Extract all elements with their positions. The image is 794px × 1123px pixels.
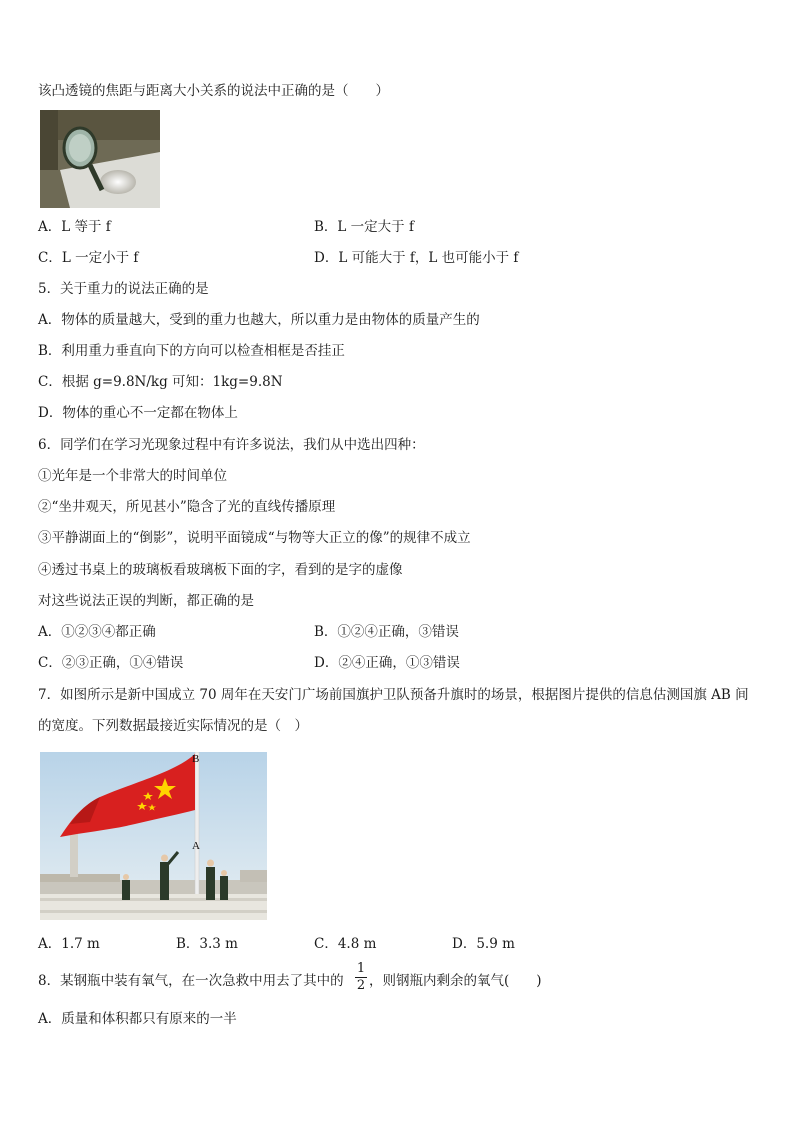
q6-statement-3: ③平静湖面上的“倒影”，说明平面镜成“与物等大正立的像”的规律不成立 <box>38 530 471 546</box>
q4-option-c: C．L 一定小于 f <box>38 250 139 266</box>
q6-statement-1: ①光年是一个非常大的时间单位 <box>38 468 227 484</box>
q5-option-c: C．根据 g=9.8N/kg 可知：1kg=9.8N <box>38 374 283 390</box>
q4-option-d: D．L 可能大于 f，L 也可能小于 f <box>314 250 519 266</box>
q8-fraction-denominator: 2 <box>356 978 366 993</box>
q6-option-d: D．②④正确，①③错误 <box>314 655 460 671</box>
q6-option-c: C．②③正确，①④错误 <box>38 655 184 671</box>
q6-statement-2: ②“坐井观天，所见甚小”隐含了光的直线传播原理 <box>38 499 336 515</box>
q5-option-d: D．物体的重心不一定都在物体上 <box>38 405 238 421</box>
q7-option-a: A．1.7 m <box>38 936 100 952</box>
q7-option-b: B．3.3 m <box>176 936 238 952</box>
q6-stem: 6．同学们在学习光现象过程中有许多说法，我们从中选出四种： <box>38 437 425 453</box>
q4-option-b: B．L 一定大于 f <box>314 219 414 235</box>
q5-stem: 5．关于重力的说法正确的是 <box>38 281 209 297</box>
magnifier-photo <box>40 110 160 208</box>
q5-option-b: B．利用重力垂直向下的方向可以检查相框是否挂正 <box>38 343 345 359</box>
q7-stem-line1: 7．如图所示是新中国成立 70 周年在天安门广场前国旗护卫队预备升旗时的场景，根据图片提供的信息估测国旗 AB 间 <box>38 687 749 703</box>
q8-fraction-numerator: 1 <box>356 961 366 976</box>
flag-raising-photo <box>40 752 267 920</box>
label-b: B <box>192 753 200 765</box>
label-a: A <box>192 840 200 852</box>
q6-option-a: A．①②③④都正确 <box>38 624 156 640</box>
q7-stem-line2: 的宽度。下列数据最接近实际情况的是（ ） <box>38 718 308 734</box>
q8-stem-after: ，则钢瓶内剩余的氧气( ) <box>369 973 542 989</box>
q7-option-d: D．5.9 m <box>452 936 515 952</box>
q5-option-a: A．物体的质量越大，受到的重力也越大，所以重力是由物体的质量产生的 <box>38 312 480 328</box>
q8-option-a: A．质量和体积都只有原来的一半 <box>38 1011 237 1027</box>
q6-prompt: 对这些说法正误的判断，都正确的是 <box>38 593 254 609</box>
q6-option-b: B．①②④正确，③错误 <box>314 624 459 640</box>
q7-option-c: C．4.8 m <box>314 936 377 952</box>
q4-option-a: A．L 等于 f <box>38 219 111 235</box>
q8-fraction <box>354 962 368 993</box>
q4-stem: 该凸透镜的焦距与距离大小关系的说法中正确的是（ ） <box>38 83 389 99</box>
q6-statement-4: ④透过书桌上的玻璃板看玻璃板下面的字，看到的是字的虚像 <box>38 562 403 578</box>
q8-stem-before: 8．某钢瓶中装有氧气，在一次急救中用去了其中的 <box>38 973 344 989</box>
